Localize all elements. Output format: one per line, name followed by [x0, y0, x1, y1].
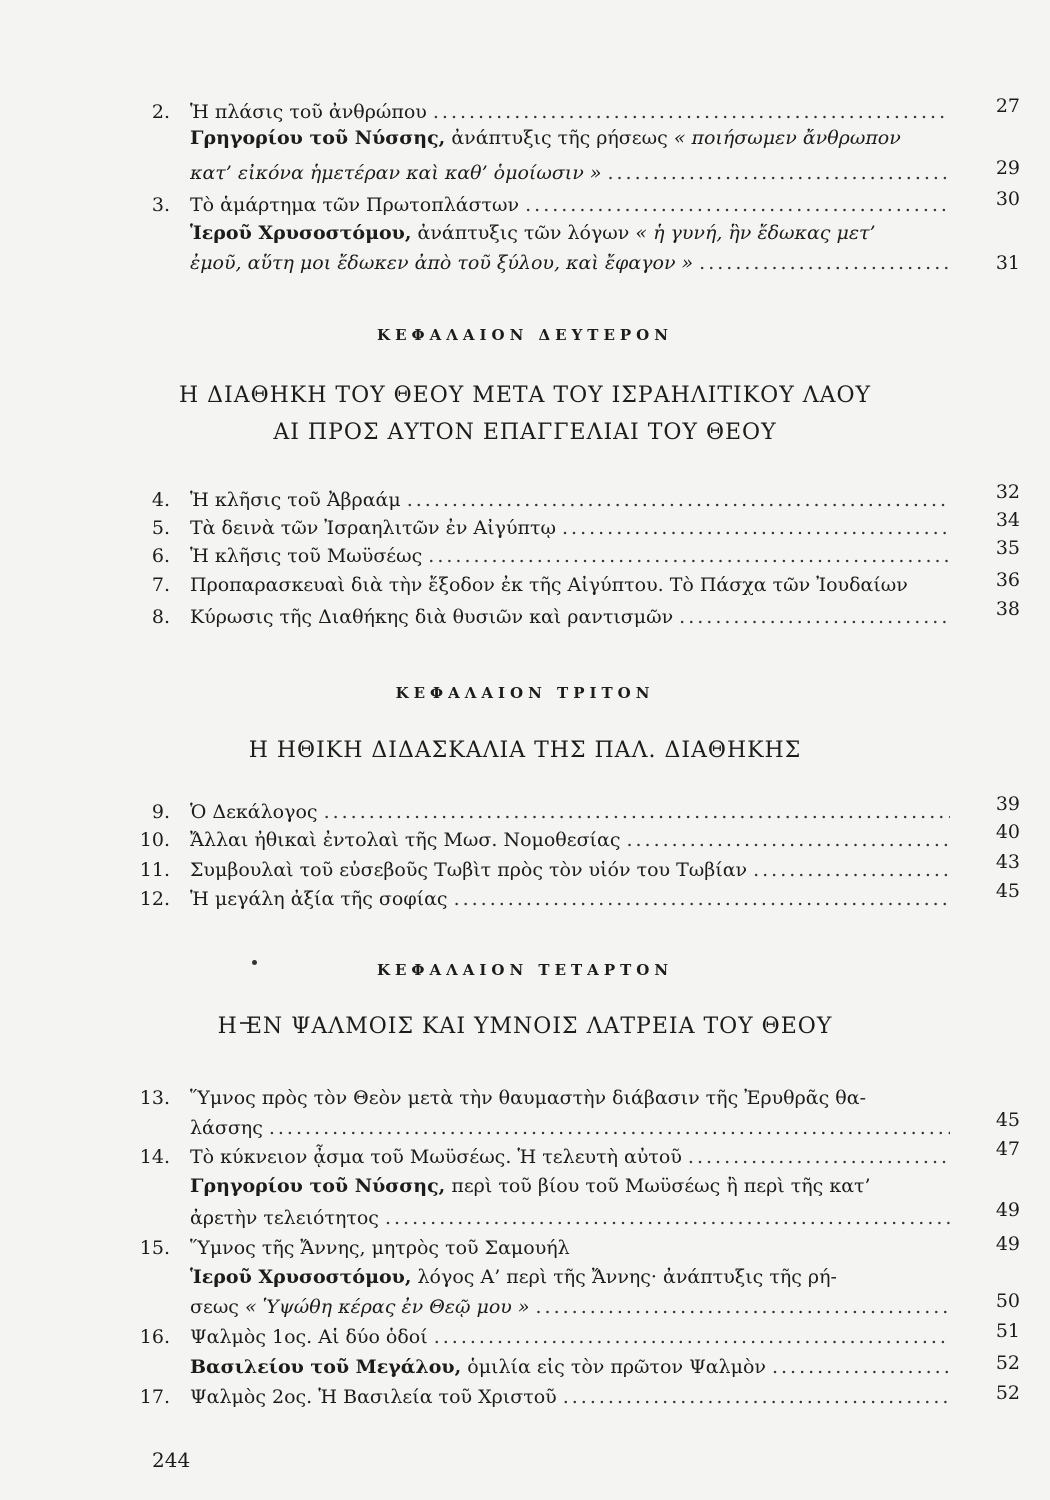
page-number: 49: [995, 1199, 1020, 1221]
entry-title: Κύρωσις τῆς Διαθήκης διὰ θυσιῶν καὶ ραντισμῶν: [190, 606, 674, 628]
entry-text: σεως: [190, 1296, 239, 1318]
toc-subentry: [0, 1171, 1050, 1201]
entry-text: περὶ τοῦ βίου τοῦ Μωϋσέως ἢ περὶ τῆς κατ’: [451, 1175, 871, 1197]
page-number: 38: [995, 598, 1020, 620]
toc-entry: [0, 1083, 1050, 1113]
folio-page-number: 244: [152, 1448, 191, 1472]
author-name: Ἱεροῦ Χρυσοστόμου,: [190, 1266, 412, 1288]
page-number: 49: [995, 1233, 1020, 1255]
author-name: Ἱεροῦ Χρυσοστόμου,: [190, 222, 412, 244]
page-number: 36: [995, 569, 1020, 591]
entry-number: 16.: [139, 1326, 170, 1348]
entry-quote: « Ὑψώθη κέρας ἐν Θεῷ μου »: [245, 1296, 530, 1318]
entry-title: Τὰ δεινὰ τῶν Ἰσραηλιτῶν ἐν Αἰγύπτῳ: [190, 517, 556, 539]
toc-subentry: [0, 248, 1050, 278]
toc-entry: [0, 598, 1050, 632]
entry-title: Ἄλλαι ἠθικαὶ ἐντολαὶ τῆς Μωσ. Νομοθεσίας: [190, 829, 621, 851]
chapter-title: Η ΗΘΙΚΗ ΔΙΔΑΣΚΑΛΙΑ ΤΗΣ ΠΑΛ. ΔΙΑΘΗΚΗΣ: [248, 738, 802, 763]
page-number: 52: [995, 1352, 1020, 1374]
entry-title: λάσσης: [190, 1117, 263, 1139]
chapter-heading: ΚΕΦΑΛΑΙΟΝ ΤΕΤΑΡΤΟΝ: [376, 961, 674, 979]
page-number: 27: [995, 95, 1020, 117]
toc-entry: [0, 190, 1050, 220]
page-number: 35: [995, 537, 1020, 559]
toc-subentry: [0, 1262, 1050, 1292]
entry-text: ἀνάπτυξις τῶν λόγων: [417, 222, 630, 244]
toc-subentry: [0, 218, 1050, 248]
entry-number: 9.: [151, 801, 170, 823]
page-number: 34: [995, 509, 1020, 531]
entry-title: Τὸ κύκνειον ᾆσμα τοῦ Μωϋσέως. Ἡ τελευτὴ αὐτοῦ: [190, 1146, 682, 1168]
page-number: 29: [995, 157, 1020, 179]
toc-entry: [0, 481, 1050, 515]
page-number: 47: [995, 1138, 1020, 1160]
entry-title: Ψαλμὸς 1ος. Αἱ δύο ὁδοί: [190, 1326, 428, 1348]
page-number: 45: [995, 1109, 1020, 1131]
entry-title: Ἡ κλῆσις τοῦ Μωϋσέως: [190, 545, 423, 567]
page-number: 52: [995, 1382, 1020, 1404]
toc-entry: [0, 851, 1050, 885]
entry-number: 7.: [151, 574, 170, 596]
page-number: 40: [995, 821, 1020, 843]
entry-number: 17.: [139, 1386, 170, 1408]
entry-number: 4.: [151, 489, 170, 511]
toc-subentry: [0, 158, 1050, 188]
entry-title: Συμβουλαὶ τοῦ εὐσεβοῦς Τωβὶτ πρὸς τὸν υἱόν του Τωβίαν: [190, 859, 748, 881]
entry-title: Τὸ ἁμάρτημα τῶν Πρωτοπλάστων: [190, 194, 520, 216]
entry-number: 14.: [139, 1146, 170, 1168]
chapter-heading: ΚΕΦΑΛΑΙΟΝ ΔΕΥΤΕΡΟΝ: [377, 326, 673, 344]
chapter-title: ΑΙ ΠΡΟΣ ΑΥΤΟΝ ΕΠΑΓΓΕΛΙΑΙ ΤΟΥ ΘΕΟΥ: [273, 420, 777, 445]
page-number: 31: [995, 252, 1020, 274]
page-number: 32: [995, 481, 1020, 503]
entry-quote: ἐμοῦ, αὕτη μοι ἔδωκεν ἀπὸ τοῦ ξύλου, καὶ ἔφαγον »: [190, 252, 694, 274]
chapter-title: Η ΔΙΑΘΗΚΗ ΤΟΥ ΘΕΟΥ ΜΕΤΑ ΤΟΥ ΙΣΡΑΗΛΙΤΙΚΟΥ ΛΑΟΥ: [178, 383, 872, 408]
entry-number: 2.: [151, 101, 170, 123]
entry-title: Ἡ κλῆσις τοῦ Ἀβραάμ: [190, 489, 401, 511]
entry-title: Ἡ πλάσις τοῦ ἀνθρώπου: [190, 101, 427, 123]
toc-entry: [0, 509, 1050, 543]
page-number: 43: [995, 851, 1020, 873]
toc-entry: [0, 1138, 1050, 1172]
entry-text: ὁμιλία εἰς τὸν πρῶτον Ψαλμὸν: [467, 1356, 766, 1378]
toc-entry: [0, 537, 1050, 571]
chapter-heading: ΚΕΦΑΛΑΙΟΝ ΤΡΙΤΟΝ: [395, 684, 655, 702]
toc-entry: [0, 1382, 1050, 1412]
toc-subentry: [0, 1199, 1050, 1233]
toc-entry: [0, 821, 1050, 855]
entry-number: 12.: [139, 888, 170, 910]
entry-quote: κατ’ εἰκόνα ἡμετέραν καὶ καθ’ ὁμοίωσιν »: [190, 162, 602, 184]
entry-number: 6.: [151, 545, 170, 567]
entry-number: 13.: [139, 1087, 170, 1109]
author-name: Γρηγορίου τοῦ Νύσσης,: [190, 127, 446, 149]
toc-entry: [0, 880, 1050, 914]
entry-title: Προπαρασκευαὶ διὰ τὴν ἔξοδον ἐκ τῆς Αἰγύπτου. Τὸ Πάσχα τῶν Ἰουδαίων: [190, 574, 908, 596]
page-number: 30: [995, 188, 1020, 210]
entry-title: Ἡ μεγάλη ἀξία τῆς σοφίας: [190, 888, 448, 910]
chapter-title: Η ΕΝ ΨΑΛΜΟΙΣ ΚΑΙ ΥΜΝΟΙΣ ΛΑΤΡΕΙΑ ΤΟΥ ΘΕΟΥ: [217, 1014, 833, 1039]
entry-number: 3.: [151, 194, 170, 216]
page-number: 50: [995, 1290, 1020, 1312]
entry-title: Ὕμνος πρὸς τὸν Θεὸν μετὰ τὴν θαυμαστὴν διάβασιν τῆς Ἐρυθρᾶς θα-: [190, 1087, 866, 1109]
page-number: 45: [995, 880, 1020, 902]
toc-entry: [0, 793, 1050, 827]
entry-number: 5.: [151, 517, 170, 539]
author-name: Γρηγορίου τοῦ Νύσσης,: [190, 1175, 446, 1197]
entry-title: Ψαλμὸς 2ος. Ἡ Βασιλεία τοῦ Χριστοῦ: [190, 1386, 557, 1408]
entry-number: 10.: [139, 829, 170, 851]
toc-entry: [0, 570, 1050, 600]
page-number: 51: [995, 1320, 1020, 1342]
entry-quote: « ποιήσωμεν ἄνθρωπον: [673, 127, 901, 149]
entry-number: 15.: [139, 1237, 170, 1259]
page-number: 39: [995, 793, 1020, 815]
toc-entry: [0, 1233, 1050, 1263]
toc-subentry: [0, 1292, 1050, 1322]
toc-entry-continued: [0, 1109, 1050, 1143]
toc-subentry: [0, 1352, 1050, 1382]
entry-title: Ὁ Δεκάλογος: [190, 801, 318, 823]
toc-subentry: [0, 123, 1050, 153]
entry-number: 8.: [151, 606, 170, 628]
toc-entry: [0, 1322, 1050, 1352]
entry-text: ἀνάπτυξις τῆς ρήσεως: [451, 127, 668, 149]
author-name: Βασιλείου τοῦ Μεγάλου,: [190, 1356, 462, 1378]
entry-quote: « ἡ γυνή, ἣν ἔδωκας μετ’: [635, 222, 876, 244]
entry-number: 11.: [139, 859, 170, 881]
entry-title: ἀρετὴν τελειότητος: [190, 1207, 379, 1229]
entry-title: Ὕμνος τῆς Ἄννης, μητρὸς τοῦ Σαμουήλ: [190, 1237, 570, 1259]
entry-text: λόγος Α’ περὶ τῆς Ἄννης· ἀνάπτυξις τῆς ρή-: [417, 1266, 837, 1288]
